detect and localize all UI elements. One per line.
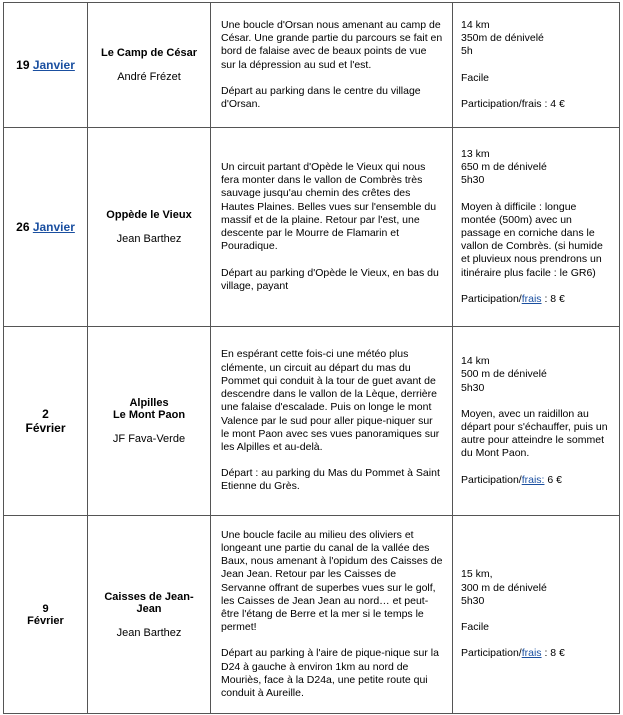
participation-value: : 8 €	[541, 647, 565, 660]
duration: 5h	[461, 45, 473, 58]
distance: 14 km	[461, 18, 490, 31]
hike-title: Caisses de Jean-Jean	[104, 590, 194, 615]
participation	[461, 474, 613, 487]
difficulty: Facile	[461, 621, 490, 634]
description-text: Un circuit partant d'Opède le Vieux qui nous fera monter dans le vallon de Combrès très sauvage jusqu'au chemin des crêtes des Hautes Plaines. Belles vues sur l'ensemble du massif et de la plaine. Retour par l'est, une descente par le Mourre de Flamarin et Pouradique.	[221, 161, 437, 253]
date-day: 9	[42, 602, 49, 615]
hike-cell	[88, 327, 211, 516]
meeting-point: Départ au parking à l'aire de pique-nique sur la D24 à gauche à environ 1km au nord de Mouriès, face à la D24a, une petite route qui conduit à Aureille.	[221, 647, 439, 700]
description-cell	[211, 3, 453, 128]
date-cell	[4, 327, 88, 516]
date-day: 2	[42, 407, 49, 421]
date-cell	[4, 516, 88, 714]
difficulty: Facile	[461, 71, 490, 84]
table-row	[4, 327, 620, 516]
hike-cell	[88, 516, 211, 714]
date-cell	[4, 128, 88, 327]
elevation: 300 m de dénivelé	[461, 581, 547, 594]
description-text: Une boucle facile au milieu des oliviers et longeant une partie du canal de la vallée des Baux, nous amenant à l'opidum des Caisses de Jean Jean. Retour par les Caisses de Servanne offrant de superbes vues sur le golf, les Caisses de Jean Jean au nord… et peut-être l'étang de Berre et la mer si le temps le permet!	[221, 528, 443, 634]
date-month: Février	[27, 614, 64, 627]
hike-cell	[88, 128, 211, 327]
distance: 14 km	[461, 355, 490, 368]
meeting-point: Départ : au parking du Mas du Pommet à Saint Etienne du Grès.	[221, 467, 440, 493]
info-cell	[453, 516, 620, 714]
table-row	[4, 128, 620, 327]
table-row	[4, 516, 620, 714]
description-text: Une boucle d'Orsan nous amenant au camp de César. Une grande partie du parcours se fait en bord de falaise avec de beaux points de vue sur la dépression au sud et l'est.	[221, 18, 443, 71]
hike-title: Oppède le Vieux	[106, 209, 192, 221]
table-row	[4, 3, 620, 128]
date-day: 19	[16, 58, 33, 72]
participation-value: 6 €	[544, 473, 562, 486]
participation	[461, 647, 613, 660]
participation: Participation/frais : 4 €	[461, 97, 565, 110]
elevation: 350m de dénivelé	[461, 32, 544, 45]
distance: 15 km,	[461, 568, 493, 581]
description-cell	[211, 516, 453, 714]
difficulty: Moyen, avec un raidillon au départ pour s'échauffer, puis un autre pour atteindre le sommet du Mont Paon.	[461, 407, 608, 460]
hike-leader: JF Fava-Verde	[112, 433, 186, 445]
duration: 5h30	[461, 381, 485, 394]
hike-title: Le Camp de César	[101, 47, 197, 59]
hike-leader: Jean Barthez	[116, 626, 182, 639]
meeting-point: Départ au parking d'Opède le Vieux, en bas du village, payant	[221, 266, 439, 292]
participation	[461, 293, 613, 306]
date-month: Janvier	[32, 58, 75, 72]
description-cell	[211, 128, 453, 327]
description-text: En espérant cette fois-ci une météo plus clémente, un circuit au départ du mas du Pommet qui conduit à la tour de guet avant de descendre dans le vallon de la Lèque, derrière une falaise d'escalade. Puis on longe le mont Valence par le sud pour aller pique-niquer sur le mont Paon avec ses vues panoramiques sur les Alpilles et au-delà.	[221, 348, 440, 453]
elevation: 650 m de dénivelé	[461, 161, 547, 174]
participation-label: Participation/	[461, 292, 522, 305]
participation-link[interactable]: frais	[521, 647, 542, 660]
participation-value: : 8 €	[541, 292, 565, 305]
participation-label: Participation/	[461, 647, 522, 660]
distance: 13 km	[461, 147, 490, 160]
hike-subtitle: Le Mont Paon	[112, 409, 186, 421]
info-cell	[453, 327, 620, 516]
date-month: Janvier	[32, 220, 75, 234]
info-cell	[453, 128, 620, 327]
participation-label: Participation/	[461, 473, 522, 486]
date-day: 26	[16, 220, 33, 234]
date-month: Février	[25, 421, 66, 435]
hike-leader: André Frézet	[117, 71, 181, 83]
duration: 5h30	[461, 594, 485, 607]
hike-cell	[88, 3, 211, 128]
difficulty: Moyen à difficile : longue montée (500m) avec un passage en corniche dans le vallon de Combrès. (si humide et pluvieux nous prendrons un itinéraire plus facile : le GR6)	[461, 200, 603, 279]
elevation: 500 m de dénivelé	[461, 368, 547, 381]
hike-schedule-table	[3, 2, 620, 714]
date-cell	[4, 3, 88, 128]
info-cell	[453, 3, 620, 128]
duration: 5h30	[461, 174, 485, 187]
participation-link[interactable]: frais:	[521, 473, 545, 486]
hike-leader: Jean Barthez	[116, 233, 182, 245]
participation-link[interactable]: frais	[521, 292, 542, 305]
description-cell	[211, 327, 453, 516]
hike-title: Alpilles	[129, 397, 169, 409]
meeting-point: Départ au parking dans le centre du village d'Orsan.	[221, 84, 421, 110]
